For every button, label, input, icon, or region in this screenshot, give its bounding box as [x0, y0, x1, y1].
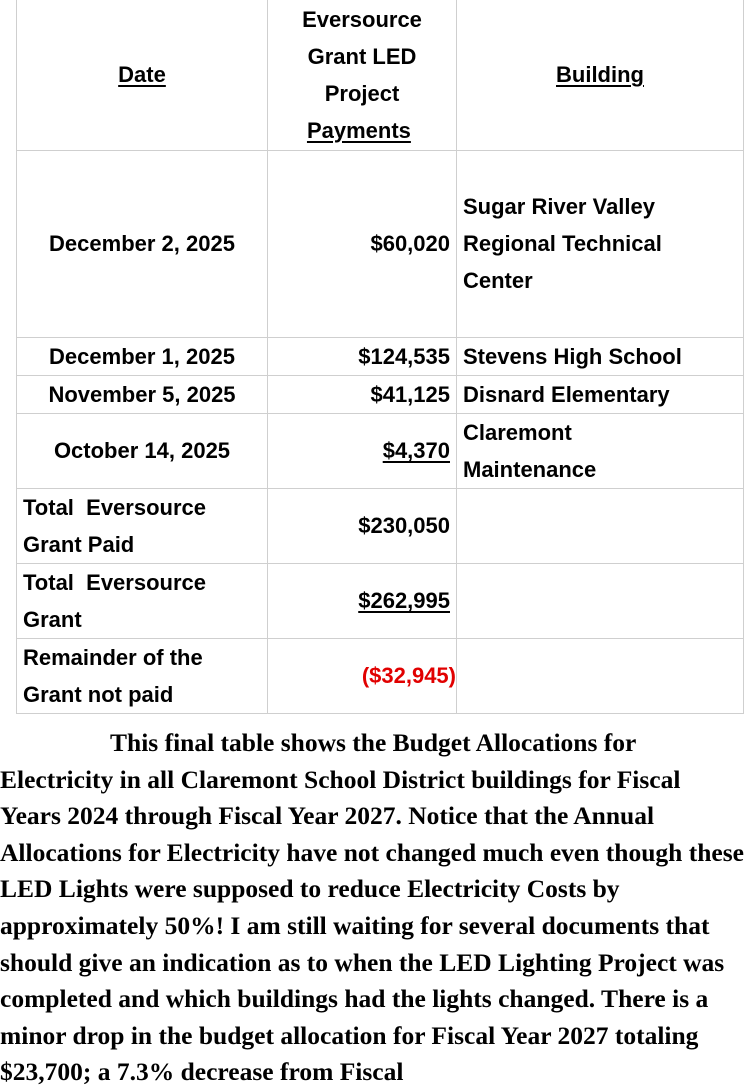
row-building-line2: Maintenance [463, 456, 597, 482]
row-date: November 5, 2025 [17, 375, 268, 413]
header-payments-line4: Payments [306, 117, 411, 143]
row-building-line2: Regional Technical [463, 231, 662, 256]
row-date: December 2, 2025 [17, 150, 268, 337]
header-date [17, 0, 268, 150]
remainder-amount-value: ($32,945) [361, 663, 456, 688]
header-payments-line3: Project [324, 80, 400, 106]
row-building: Disnard Elementary [457, 375, 744, 413]
total-paid-label [17, 488, 268, 563]
remainder-label [17, 638, 268, 713]
total-grant-label-line1: Total Eversource [23, 569, 206, 595]
header-payments [268, 0, 457, 150]
total-grant-amount-value: $262,995 [358, 588, 450, 613]
total-grant-label [17, 563, 268, 638]
header-building [457, 0, 744, 150]
header-building-label: Building [556, 62, 644, 88]
remainder-empty [457, 638, 744, 713]
remainder-label-line2: Grant not paid [23, 681, 174, 707]
row-building-line1: Sugar River Valley [463, 194, 655, 219]
remainder-label-line1: Remainder of the [23, 644, 203, 670]
row-building [457, 413, 744, 488]
row-amount: $60,020 [268, 150, 457, 337]
header-date-label: Date [118, 62, 166, 88]
total-paid-label-line1: Total Eversource [23, 494, 206, 520]
table-row [17, 337, 744, 375]
total-row-paid [17, 488, 744, 563]
total-grant-empty [457, 563, 744, 638]
row-amount: $41,125 [268, 375, 457, 413]
header-payments-line1: Eversource [302, 6, 422, 32]
row-building-line1: Claremont [463, 419, 572, 445]
table-header-row [17, 0, 744, 150]
total-grant-amount [268, 563, 457, 638]
row-date: October 14, 2025 [17, 413, 268, 488]
remainder-amount [268, 638, 457, 713]
total-row-remainder [17, 638, 744, 713]
body-paragraph: This final table shows the Budget Allocations for Electricity in all Claremont School District buildings for Fiscal Years 2024 through Fiscal Year 2027. Notice that the Annual Allocations for Electricity have not changed much even though these LED Lights were supposed to reduce Electricity Costs by approximately 50%! I am still waiting for several documents that should give an indication as to when the LED Lighting Project was completed and which buildings had the lights changed. There is a minor drop in the budget allocation for Fiscal Year 2027 totaling $23,700; a 7.3% decrease from Fiscal [0, 728, 744, 1087]
row-amount-value: $4,370 [382, 438, 450, 463]
row-date: December 1, 2025 [17, 337, 268, 375]
total-paid-empty [457, 488, 744, 563]
row-building-line3: Center [463, 268, 533, 293]
header-payments-line2: Grant LED [307, 43, 417, 69]
row-amount: $124,535 [268, 337, 457, 375]
total-paid-label-line2: Grant Paid [23, 531, 135, 557]
total-row-grant [17, 563, 744, 638]
total-grant-label-line2: Grant [23, 606, 82, 632]
total-paid-amount: $230,050 [268, 488, 457, 563]
row-building [457, 150, 744, 337]
table-row [17, 150, 744, 337]
grant-payments-table [16, 0, 744, 714]
row-amount [268, 413, 457, 488]
table-row [17, 413, 744, 488]
table-row [17, 375, 744, 413]
row-building: Stevens High School [457, 337, 744, 375]
